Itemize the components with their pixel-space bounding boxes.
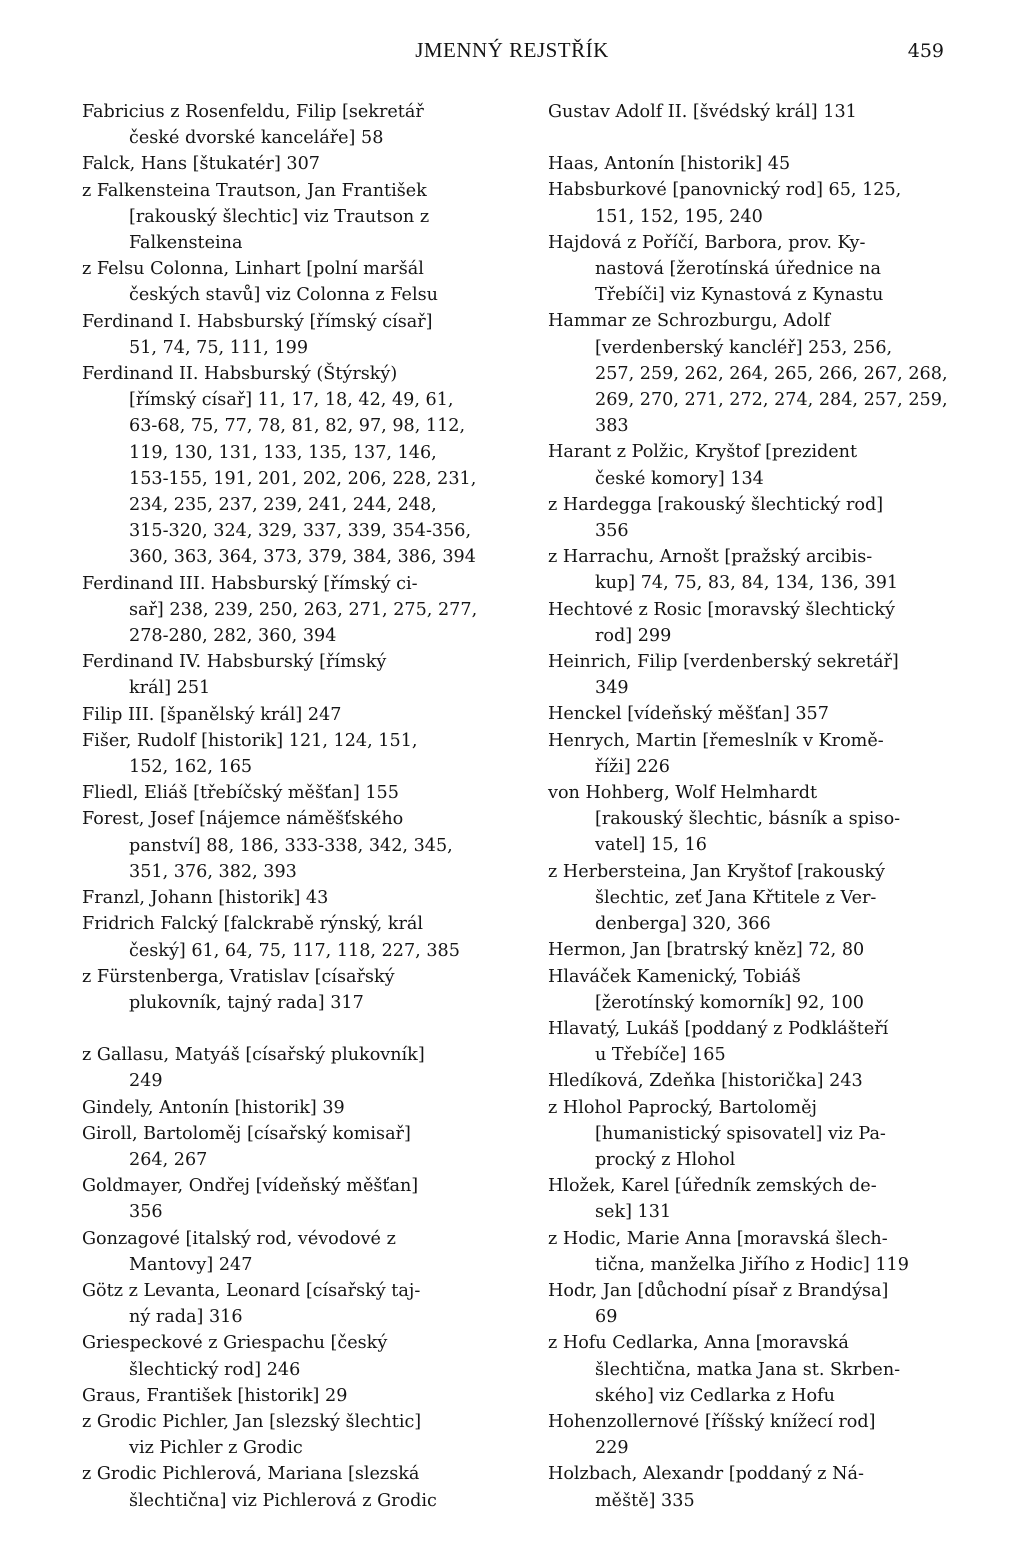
index-entry <box>548 964 968 1016</box>
index-entry-line: z Hodic, Marie Anna [moravská šlech- <box>548 1228 888 1249</box>
letter-section-gap <box>548 125 968 151</box>
index-entry-line: z Fürstenberga, Vratislav [císařský <box>82 966 395 987</box>
index-entry <box>548 492 968 544</box>
index-entry <box>82 1383 502 1409</box>
index-entry-line: král] 251 <box>129 678 211 699</box>
index-entry-line: českých stavů] viz Colonna z Felsu <box>129 285 438 306</box>
index-entry-line: 349 <box>595 678 629 699</box>
index-entry-line: Ferdinand IV. Habsburský [římský <box>82 652 387 673</box>
index-entry <box>82 309 502 361</box>
index-entry <box>548 701 968 727</box>
index-entry-line: 119, 130, 131, 133, 135, 137, 146, <box>129 442 437 463</box>
index-entry-line: 152, 162, 165 <box>129 757 253 778</box>
index-entry-line: z Felsu Colonna, Linhart [polní maršál <box>82 259 424 280</box>
index-entry-line: ského] viz Cedlarka z Hofu <box>595 1385 835 1406</box>
index-entry <box>548 1409 968 1461</box>
index-entry-line: 360, 363, 364, 373, 379, 384, 386, 394 <box>129 547 476 568</box>
index-entry-line: Hermon, Jan [bratrský kněz] 72, 80 <box>548 940 865 961</box>
index-entry-line: Ferdinand I. Habsburský [římský císař] <box>82 311 433 332</box>
index-entry-line: Gonzagové [italský rod, vévodové z <box>82 1228 396 1249</box>
index-entry-line: 229 <box>595 1438 629 1459</box>
index-entry-line: rod] 299 <box>595 625 672 646</box>
index-entry-line: Graus, František [historik] 29 <box>82 1385 348 1406</box>
index-entry <box>82 1461 502 1513</box>
index-entry-line: sek] 131 <box>595 1202 672 1223</box>
index-column-right <box>548 99 968 1514</box>
index-entry-line: Gustav Adolf II. [švédský král] 131 <box>548 102 857 122</box>
index-entry-line: Hlaváček Kamenický, Tobiáš <box>548 966 801 987</box>
index-entry-line: 264, 267 <box>129 1149 208 1170</box>
index-entry-line: 356 <box>129 1202 163 1223</box>
index-entry-line: Hodr, Jan [důchodní písař z Brandýsa] <box>548 1280 889 1301</box>
index-entry-line: 69 <box>595 1307 618 1328</box>
index-entry-line: u Třebíče] 165 <box>595 1045 726 1066</box>
index-entry-line: [římský císař] 11, 17, 18, 42, 49, 61, <box>129 390 454 411</box>
index-entry <box>548 99 968 125</box>
index-entry <box>82 1042 502 1094</box>
index-entry-line: Hohenzollernové [říšský knížecí rod] <box>548 1411 876 1432</box>
index-entry <box>82 964 502 1016</box>
index-entry <box>548 1173 968 1225</box>
index-entry-line: [humanistický spisovatel] viz Pa- <box>595 1123 886 1144</box>
index-entry-line: [rakouský šlechtic, básník a spiso- <box>595 809 901 830</box>
index-entry <box>548 1068 968 1094</box>
index-entry <box>548 937 968 963</box>
index-entry <box>82 702 502 728</box>
index-entry <box>82 1409 502 1461</box>
index-entry-line: Hledíková, Zdeňka [historička] 243 <box>548 1071 863 1092</box>
index-entry-line: Henckel [vídeňský měšťan] 357 <box>548 704 829 725</box>
index-entry-line: Filip III. [španělský král] 247 <box>82 704 342 725</box>
index-entry-line: Fabricius z Rosenfeldu, Filip [sekretář <box>82 102 424 122</box>
index-entry <box>82 1278 502 1330</box>
index-entry <box>82 256 502 308</box>
index-entry-line: z Hlohol Paprocký, Bartoloměj <box>548 1097 817 1118</box>
page-title: JMENNÝ REJSTŘÍK <box>415 38 609 62</box>
index-entry-line: 278-280, 282, 360, 394 <box>129 626 337 647</box>
index-entry-line: Fišer, Rudolf [historik] 121, 124, 151, <box>82 730 418 751</box>
index-entry-line: Forest, Josef [nájemce náměšťského <box>82 809 404 830</box>
index-entry <box>548 151 968 177</box>
index-entry-line: nastová [žerotínská úřednice na <box>595 259 881 280</box>
index-entry <box>82 780 502 806</box>
index-entry-line: Hechtové z Rosic [moravský šlechtický <box>548 599 895 620</box>
index-entry-line: z Grodic Pichler, Jan [slezský šlechtic] <box>82 1411 422 1432</box>
index-entry-line: Haas, Antonín [historik] 45 <box>548 154 791 175</box>
index-entry <box>548 177 968 229</box>
index-entry-line: Goldmayer, Ondřej [vídeňský měšťan] <box>82 1176 419 1197</box>
index-entry <box>548 1330 968 1409</box>
index-entry-line: Ferdinand II. Habsburský (Štýrský) <box>82 364 398 385</box>
index-entry-line: [žerotínský komorník] 92, 100 <box>595 992 864 1013</box>
index-entry-line: sař] 238, 239, 250, 263, 271, 275, 277, <box>129 599 478 620</box>
index-entry-line: Heinrich, Filip [verdenberský sekretář] <box>548 652 899 673</box>
index-entry-line: [rakouský šlechtic] viz Trautson z <box>129 206 430 227</box>
index-entry-line: Ferdinand III. Habsburský [římský ci- <box>82 573 418 594</box>
index-entry-line: šlechtična] viz Pichlerová z Grodic <box>129 1490 437 1511</box>
index-entry <box>82 1095 502 1121</box>
index-entry-line: z Herbersteina, Jan Kryštof [rakouský <box>548 861 885 882</box>
index-entry <box>82 1226 502 1278</box>
index-entry <box>82 806 502 885</box>
index-entry-line: Hajdová z Poříčí, Barbora, prov. Ky- <box>548 232 866 253</box>
index-entry-line: vatel] 15, 16 <box>595 835 707 856</box>
index-entry <box>82 1121 502 1173</box>
index-entry-line: viz Pichler z Grodic <box>129 1438 303 1459</box>
index-entry-line: říži] 226 <box>595 756 670 777</box>
index-entry-line: Giroll, Bartoloměj [císařský komisař] <box>82 1123 411 1144</box>
index-entry <box>548 308 968 439</box>
index-entry <box>548 544 968 596</box>
index-entry-line: tična, manželka Jiřího z Hodic] 119 <box>595 1254 909 1275</box>
index-entry-line: 269, 270, 271, 272, 274, 284, 257, 259, <box>595 390 948 411</box>
index-entry-line: šlechtic, zeť Jana Křtitele z Ver- <box>595 887 877 908</box>
index-entry <box>82 178 502 257</box>
index-entry-line: 351, 376, 382, 393 <box>129 861 297 882</box>
index-column-left <box>82 99 502 1514</box>
index-entry-line: z Grodic Pichlerová, Mariana [slezská <box>82 1464 420 1485</box>
index-entry-line: 63-68, 75, 77, 78, 81, 82, 97, 98, 112, <box>129 416 466 437</box>
index-entry <box>82 885 502 911</box>
index-entry-line: český] 61, 64, 75, 117, 118, 227, 385 <box>129 940 460 961</box>
index-entry <box>548 780 968 859</box>
index-entry <box>82 728 502 780</box>
index-entry-line: Mantovy] 247 <box>129 1254 253 1275</box>
letter-section-gap <box>82 1016 502 1042</box>
index-entry-line: z Hardegga [rakouský šlechtický rod] <box>548 494 884 515</box>
index-entry-line: 383 <box>595 416 629 437</box>
index-entry <box>548 439 968 491</box>
index-entry-line: Falck, Hans [štukatér] 307 <box>82 154 320 175</box>
index-entry-line: von Hohberg, Wolf Helmhardt <box>548 783 818 804</box>
index-entry-line: Falkensteina <box>129 233 243 254</box>
index-entry-line: plukovník, tajný rada] 317 <box>129 992 364 1013</box>
index-entry <box>548 1461 968 1513</box>
index-entry-line: ný rada] 316 <box>129 1307 243 1328</box>
index-entry-line: Hammar ze Schrozburgu, Adolf <box>548 311 830 332</box>
index-entry-line: Třebíči] viz Kynastová z Kynastu <box>595 285 884 306</box>
index-entry-line: 356 <box>595 521 629 542</box>
index-entry-line: z Harrachu, Arnošt [pražský arcibis- <box>548 547 873 568</box>
page-number: 459 <box>907 40 944 62</box>
index-entry <box>548 1278 968 1330</box>
index-entry <box>548 1095 968 1174</box>
index-entry <box>82 571 502 650</box>
index-entry-line: z Gallasu, Matyáš [císařský plukovník] <box>82 1045 425 1066</box>
index-entry-line: Gindely, Antonín [historik] 39 <box>82 1097 345 1118</box>
index-entry-line: 257, 259, 262, 264, 265, 266, 267, 268, <box>595 363 948 384</box>
index-entry-line: 234, 235, 237, 239, 241, 244, 248, <box>129 495 437 516</box>
index-entry <box>82 911 502 963</box>
index-entry <box>548 728 968 780</box>
index-entry-line: z Falkensteina Trautson, Jan František <box>82 180 427 201</box>
index-entry <box>82 361 502 571</box>
index-entry-line: kup] 74, 75, 83, 84, 134, 136, 391 <box>595 573 899 594</box>
index-entry-line: Hlavatý, Lukáš [poddaný z Podklášteří <box>548 1018 889 1039</box>
index-entry-line: procký z Hlohol <box>595 1149 736 1170</box>
index-entry <box>548 649 968 701</box>
index-entry <box>548 859 968 938</box>
index-entry-line: 249 <box>129 1071 163 1092</box>
index-entry-line: Harant z Polžic, Kryštof [prezident <box>548 442 858 463</box>
index-entry-line: 151, 152, 195, 240 <box>595 206 763 227</box>
index-entry-line: české komory] 134 <box>595 468 764 489</box>
index-entry-line: z Hofu Cedlarka, Anna [moravská <box>548 1333 849 1354</box>
index-entry-line: Griespeckové z Griespachu [český <box>82 1333 388 1354</box>
index-entry-line: denberga] 320, 366 <box>595 914 771 935</box>
index-entry <box>548 597 968 649</box>
index-entry <box>82 1330 502 1382</box>
index-entry-line: české dvorské kanceláře] 58 <box>129 128 384 149</box>
index-entry-line: měště] 335 <box>595 1490 695 1511</box>
index-entry-line: 51, 74, 75, 111, 199 <box>129 337 309 358</box>
index-entry-line: šlechtična, matka Jana st. Skrben- <box>595 1359 901 1380</box>
index-entry-line: Hložek, Karel [úředník zemských de- <box>548 1176 877 1197</box>
index-entry-line: Götz z Levanta, Leonard [císařský taj- <box>82 1280 421 1301</box>
index-entry-line: Habsburkové [panovnický rod] 65, 125, <box>548 180 902 201</box>
index-entry-line: Henrych, Martin [řemeslník v Kromě- <box>548 730 884 751</box>
index-entry-line: šlechtický rod] 246 <box>129 1359 301 1380</box>
index-entry <box>82 151 502 177</box>
index-entry <box>548 1016 968 1068</box>
index-entry <box>82 1173 502 1225</box>
index-entry-line: Fliedl, Eliáš [třebíčský měšťan] 155 <box>82 783 399 804</box>
index-entry-line: Franzl, Johann [historik] 43 <box>82 888 329 909</box>
index-entry <box>548 1226 968 1278</box>
index-entry-line: Fridrich Falcký [falckrabě rýnský, král <box>82 914 424 935</box>
index-entry <box>82 99 502 151</box>
index-entry-line: [verdenberský kancléř] 253, 256, <box>595 337 893 358</box>
index-entry <box>548 230 968 309</box>
index-entry <box>82 649 502 701</box>
index-entry-line: Holzbach, Alexandr [poddaný z Ná- <box>548 1464 864 1485</box>
index-entry-line: 153-155, 191, 201, 202, 206, 228, 231, <box>129 468 477 489</box>
index-entry-line: panství] 88, 186, 333-338, 342, 345, <box>129 835 453 856</box>
index-entry-line: 315-320, 324, 329, 337, 339, 354-356, <box>129 521 472 542</box>
